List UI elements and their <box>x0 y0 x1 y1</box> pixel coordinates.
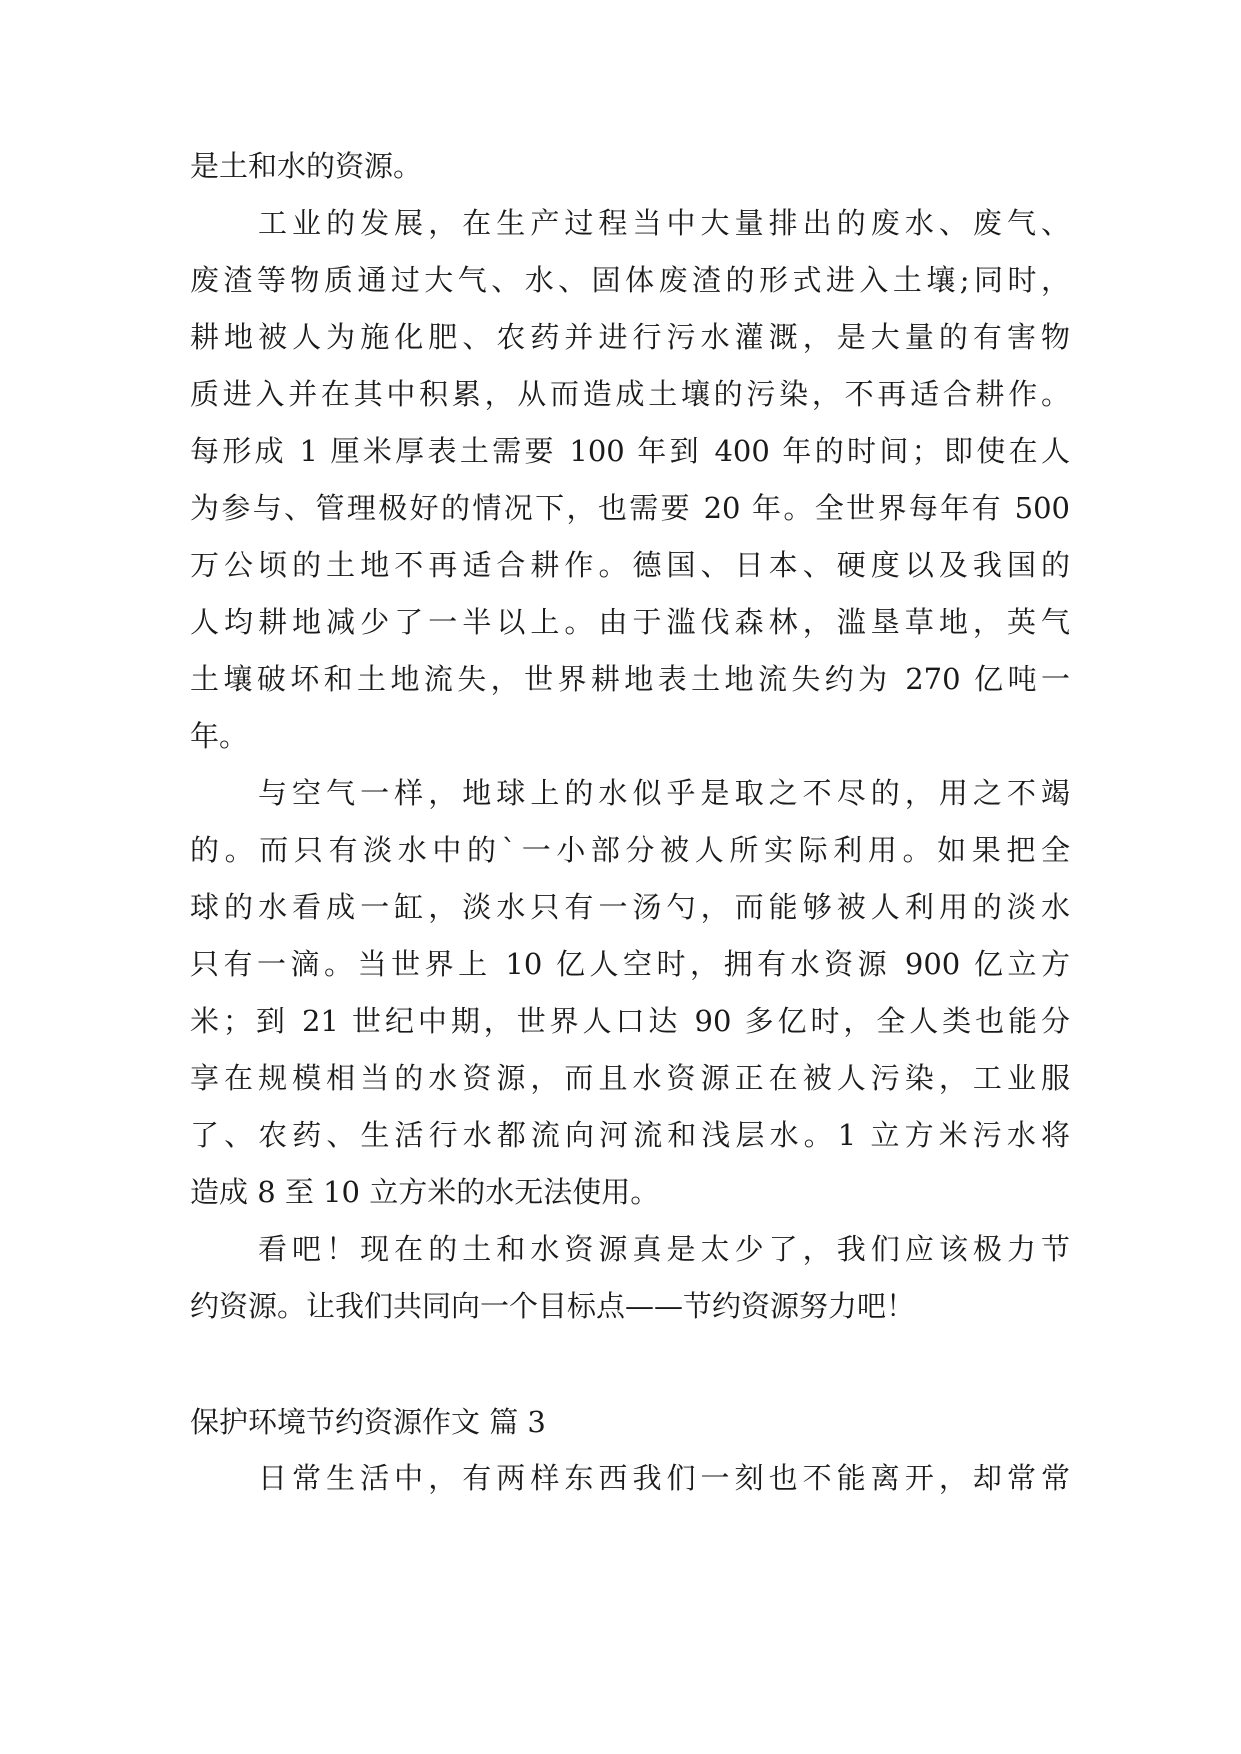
text-line: 是土和水的资源。 <box>190 149 423 183</box>
section-heading: 保护环境节约资源作文 篇 3 <box>190 1405 546 1439</box>
text-line: 的。而只有淡水中的`一小部分被人所实际利用。如果把全 <box>190 833 1070 867</box>
text-line: 造成 8 至 10 立方米的水无法使用。 <box>190 1175 660 1209</box>
paragraph-first-line: 日常生活中，有两样东西我们一刻也不能离开，却常常 <box>258 1461 1070 1495</box>
paragraph-first-line: 看吧！现在的土和水资源真是太少了，我们应该极力节 <box>258 1232 1070 1266</box>
text-line: 质进入并在其中积累，从而造成土壤的污染，不再适合耕作。 <box>190 377 1070 411</box>
text-line: 约资源。让我们共同向一个目标点——节约资源努力吧！ <box>190 1289 916 1323</box>
paragraph-first-line: 与空气一样，地球上的水似乎是取之不尽的，用之不竭 <box>258 776 1070 810</box>
paragraph-first-line: 工业的发展，在生产过程当中大量排出的废水、废气、 <box>258 206 1070 240</box>
text-line: 为参与、管理极好的情况下，也需要 20 年。全世界每年有 500 <box>190 491 1070 525</box>
text-line: 米；到 21 世纪中期，世界人口达 90 多亿时，全人类也能分 <box>190 1004 1070 1038</box>
text-line: 年。 <box>190 719 249 753</box>
text-line: 废渣等物质通过大气、水、固体废渣的形式进入土壤;同时， <box>190 263 1070 297</box>
text-line: 耕地被人为施化肥、农药并进行污水灌溉，是大量的有害物 <box>190 320 1070 354</box>
text-line: 万公顷的土地不再适合耕作。德国、日本、硬度以及我国的 <box>190 548 1070 582</box>
text-line: 土壤破坏和土地流失，世界耕地表土地流失约为 270 亿吨一 <box>190 662 1070 696</box>
text-line: 球的水看成一缸，淡水只有一汤勺，而能够被人利用的淡水 <box>190 890 1070 924</box>
text-line: 人均耕地减少了一半以上。由于滥伐森林，滥垦草地，英气 <box>190 605 1070 639</box>
text-line: 享在规模相当的水资源，而且水资源正在被人污染，工业服 <box>190 1061 1070 1095</box>
text-line: 了、农药、生活行水都流向河流和浅层水。1 立方米污水将 <box>190 1118 1070 1152</box>
text-line: 只有一滴。当世界上 10 亿人空时，拥有水资源 900 亿立方 <box>190 947 1070 981</box>
text-line: 每形成 1 厘米厚表土需要 100 年到 400 年的时间；即使在人 <box>190 434 1070 468</box>
